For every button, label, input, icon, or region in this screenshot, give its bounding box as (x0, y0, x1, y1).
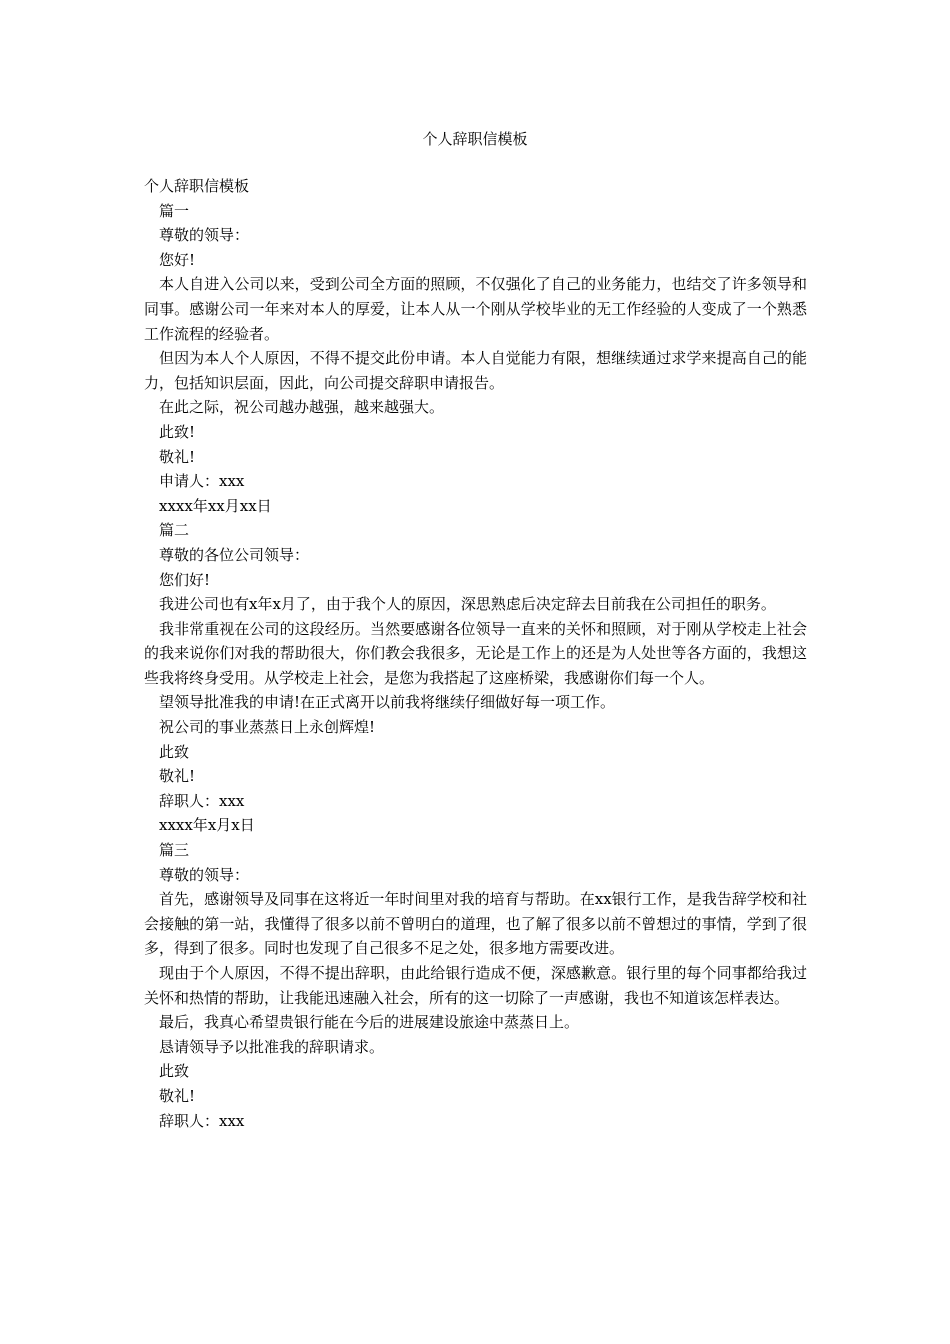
body-paragraph: 现由于个人原因，不得不提出辞职，由此给银行造成不便，深感歉意。银行里的每个同事都给我过关怀和热情的帮助，让我能迅速融入社会，所有的这一切除了一声感谢，我也不知道该怎样表达。 (144, 964, 807, 1007)
date: xxxx年x月x日 (159, 816, 255, 835)
body-paragraph: 我非常重视在公司的这段经历。当然要感谢各位领导一直来的关怀和照顾，对于刚从学校走上社会的我来说你们对我的帮助很大，你们教会我很多，无论是工作上的还是为人处世等各方面的，我想这些我将终身受用。从学校走上社会，是您为我搭起了这座桥梁，我感谢你们每一个人。 (144, 619, 807, 687)
closing: 敬礼! (159, 1086, 196, 1105)
document-body (144, 174, 807, 1133)
document-heading: 个人辞职信模板 (144, 177, 250, 195)
greeting: 您们好! (159, 570, 211, 589)
page-title: 个人辞职信模板 (422, 130, 528, 148)
section-heading-2: 篇二 (159, 521, 190, 540)
closing: 敬礼! (159, 767, 196, 786)
signature: 辞职人：xxx (159, 791, 245, 810)
greeting: 您好! (159, 250, 196, 269)
closing: 此致 (159, 742, 190, 761)
closing: 此致 (159, 1062, 190, 1081)
body-paragraph: 望领导批准我的申请!在正式离开以前我将继续仔细做好每一项工作。 (159, 693, 616, 712)
body-paragraph: 我进公司也有x年x月了，由于我个人的原因，深思熟虑后决定辞去目前我在公司担任的职务。 (159, 595, 776, 614)
closing: 敬礼! (159, 447, 196, 466)
signature: 申请人：xxx (159, 472, 245, 491)
date: xxxx年xx月xx日 (159, 496, 272, 515)
body-paragraph: 祝公司的事业蒸蒸日上永创辉煌! (159, 718, 376, 737)
signature: 辞职人：xxx (159, 1111, 245, 1130)
body-paragraph: 在此之际，祝公司越办越强，越来越强大。 (159, 398, 445, 417)
section-heading-3: 篇三 (159, 841, 190, 860)
body-paragraph: 恳请领导予以批准我的辞职请求。 (159, 1037, 385, 1056)
closing: 此致! (159, 422, 196, 441)
body-paragraph: 首先，感谢领导及同事在这将近一年时间里对我的培育与帮助。在xx银行工作，是我告辞学校和社会接触的第一站，我懂得了很多以前不曾明白的道理，也了解了很多以前不曾想过的事情，学到了很多，得到了很多。同时也发现了自己很多不足之处，很多地方需要改进。 (144, 890, 807, 958)
body-paragraph: 本人自进入公司以来，受到公司全方面的照顾，不仅强化了自己的业务能力，也结交了许多领导和同事。感谢公司一年来对本人的厚爱，让本人从一个刚从学校毕业的无工作经验的人变成了一个熟悉工作流程的经验者。 (144, 275, 807, 343)
salutation: 尊敬的各位公司领导： (159, 545, 310, 564)
salutation: 尊敬的领导： (159, 226, 250, 245)
body-paragraph: 但因为本人个人原因，不得不提交此份申请。本人自觉能力有限，想继续通过求学来提高自己的能力，包括知识层面，因此，向公司提交辞职申请报告。 (144, 349, 807, 392)
section-heading-1: 篇一 (159, 201, 190, 220)
body-paragraph: 最后，我真心希望贵银行能在今后的进展建设旅途中蒸蒸日上。 (159, 1013, 580, 1032)
salutation: 尊敬的领导： (159, 865, 250, 884)
